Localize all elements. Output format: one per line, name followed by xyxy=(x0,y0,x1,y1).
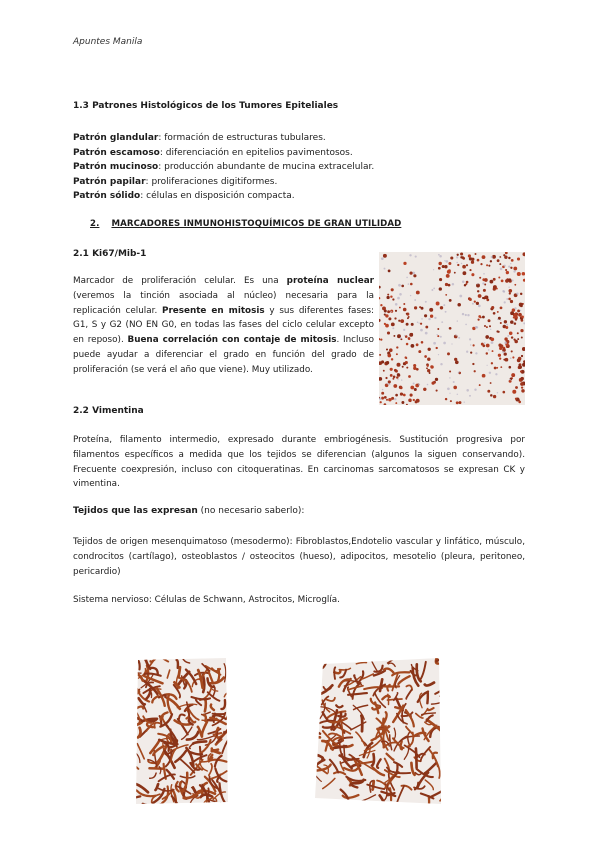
vimentin-micrograph-right xyxy=(315,658,443,804)
sistema-nervioso-paragraph: Sistema nervioso: Células de Schwann, Astrocitos, Microglía. xyxy=(73,595,340,605)
pattern-item: Patrón sólido: células en disposición compacta. xyxy=(73,191,295,201)
ki67-micrograph-image xyxy=(379,252,525,405)
section-1-3-title: 1.3 Patrones Histológicos de los Tumores Epiteliales xyxy=(73,101,339,111)
pattern-item: Patrón escamoso: diferenciación en epitelios pavimentosos. xyxy=(73,147,353,158)
section-2-number: 2. xyxy=(90,219,100,229)
tejidos-paragraph: Tejidos de origen mesenquimatoso (mesodermo): Fibroblastos,Endotelio vascular y linfático, músculo, condrocitos (cartílago), osteoblastos / osteocitos (hueso), adipocitos, mesotelio (pleura, peritoneo, pericardio) xyxy=(73,537,525,577)
section-2-2-title: 2.2 Vimentina xyxy=(73,406,144,416)
pattern-item: Patrón glandular: formación de estructuras tubulares. xyxy=(73,133,326,143)
vimentina-paragraph: Proteína, filamento intermedio, expresado durante embriogénesis. Sustitución progresiva por filamentos específicos a medida que los tejidos se diferencian (algunos la siguen conservando). Frecuente coexpresión, incluso con citoqueratinas. En carcinomas sarcomatosos se expresan CK y vimentina. xyxy=(73,435,525,490)
patterns-list xyxy=(73,131,543,204)
pattern-item: Patrón papilar: proliferaciones digitiformes. xyxy=(73,176,278,187)
ki67-paragraph: Marcador de proliferación celular. Es una proteína nuclear (veremos la tinción asociada al núcleo) necesaria para la replicación celular. Presente en mitosis y sus diferentes fases: G1, S y G2 (NO EN G0, en todas las fases del ciclo celular excepto en reposo). Buena correlación con contaje de mitosis. Incluso puede ayudar a diferenciar el grado en función del grado de proliferación (se verá el año que viene). Muy utilizado. xyxy=(73,276,375,375)
page-header: Apuntes Manila xyxy=(73,37,143,47)
vimentin-micrograph-left xyxy=(134,658,230,804)
tejidos-heading: Tejidos que las expresan (no necesario saberlo): xyxy=(73,506,305,516)
section-2-1-title: 2.1 Ki67/Mib-1 xyxy=(73,249,147,259)
section-2-title xyxy=(90,219,401,229)
pattern-item: Patrón mucinoso: producción abundante de mucina extracelular. xyxy=(73,162,375,172)
section-2-heading: MARCADORES INMUNOHISTOQUÍMICOS DE GRAN UTILIDAD xyxy=(111,219,402,229)
